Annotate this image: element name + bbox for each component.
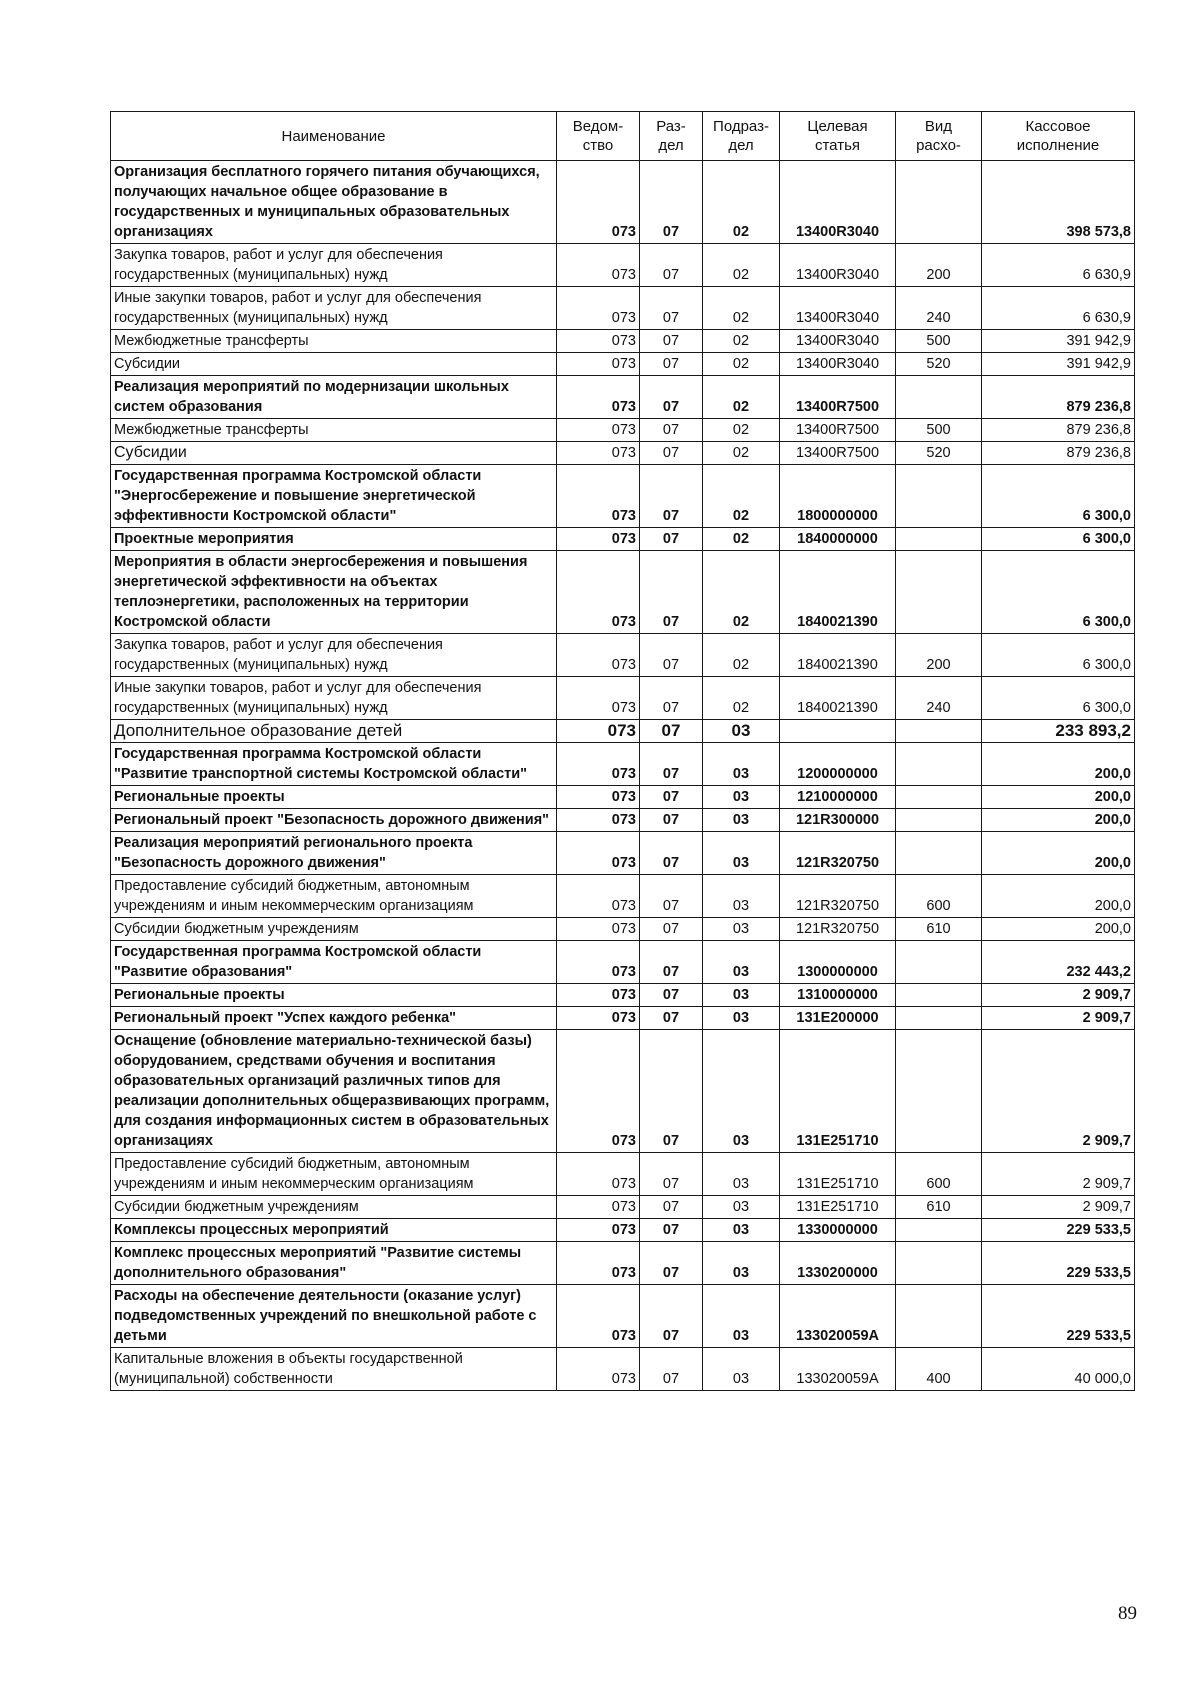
row-subsection-cell: 03 (703, 1348, 780, 1391)
table-row (111, 244, 1135, 287)
row-exp-type-cell: 610 (896, 918, 982, 941)
row-section-cell: 07 (640, 1348, 703, 1391)
row-target-cell: 121R300000 (780, 809, 896, 832)
row-section-cell: 07 (640, 786, 703, 809)
row-name-cell: Предоставление субсидий бюджетным, автономным учреждениям и иным некоммерческим организациям (111, 1153, 557, 1196)
row-subsection-cell: 02 (703, 161, 780, 244)
row-target-cell: 13400R3040 (780, 161, 896, 244)
row-exp-type-cell (896, 1030, 982, 1153)
row-amount-cell: 229 533,5 (982, 1219, 1135, 1242)
row-target-cell: 1300000000 (780, 941, 896, 984)
row-name-cell: Региональные проекты (111, 786, 557, 809)
row-dept-cell: 073 (557, 1196, 640, 1219)
row-name-cell: Государственная программа Костромской области "Энергосбережение и повышение энергетической эффективности Костромской области" (111, 465, 557, 528)
table-row (111, 161, 1135, 244)
row-dept-cell: 073 (557, 743, 640, 786)
row-exp-type-cell (896, 528, 982, 551)
table-row (111, 677, 1135, 720)
row-subsection-cell: 03 (703, 1030, 780, 1153)
row-name-cell: Комплексы процессных мероприятий (111, 1219, 557, 1242)
row-subsection-cell: 03 (703, 875, 780, 918)
row-exp-type-cell (896, 1007, 982, 1030)
row-amount-cell: 233 893,2 (982, 720, 1135, 743)
row-exp-type-cell (896, 832, 982, 875)
row-name-cell: Дополнительное образование детей (111, 720, 557, 743)
row-amount-cell: 391 942,9 (982, 330, 1135, 353)
row-subsection-cell: 03 (703, 1242, 780, 1285)
row-target-cell: 13400R3040 (780, 330, 896, 353)
row-target-cell: 121R320750 (780, 875, 896, 918)
header-amount: Кассовое исполнение (982, 112, 1135, 161)
row-subsection-cell: 03 (703, 743, 780, 786)
row-section-cell: 07 (640, 465, 703, 528)
row-amount-cell: 2 909,7 (982, 1153, 1135, 1196)
row-target-cell: 13400R7500 (780, 376, 896, 419)
row-subsection-cell: 02 (703, 330, 780, 353)
table-row (111, 442, 1135, 465)
table-row (111, 1242, 1135, 1285)
row-dept-cell: 073 (557, 465, 640, 528)
table-row (111, 1196, 1135, 1219)
row-exp-type-cell: 520 (896, 442, 982, 465)
row-amount-cell: 6 300,0 (982, 634, 1135, 677)
row-subsection-cell: 02 (703, 677, 780, 720)
row-subsection-cell: 03 (703, 809, 780, 832)
row-dept-cell: 073 (557, 984, 640, 1007)
row-target-cell: 133020059А (780, 1285, 896, 1348)
row-exp-type-cell (896, 941, 982, 984)
row-exp-type-cell: 520 (896, 353, 982, 376)
row-dept-cell: 073 (557, 1285, 640, 1348)
row-exp-type-cell (896, 1242, 982, 1285)
row-exp-type-cell: 610 (896, 1196, 982, 1219)
row-subsection-cell: 03 (703, 918, 780, 941)
budget-execution-table (110, 111, 1135, 1391)
row-target-cell: 13400R3040 (780, 244, 896, 287)
header-section: Раз- дел (640, 112, 703, 161)
row-amount-cell: 6 300,0 (982, 551, 1135, 634)
row-dept-cell: 073 (557, 875, 640, 918)
table-body (111, 161, 1135, 1391)
row-name-cell: Государственная программа Костромской области "Развитие образования" (111, 941, 557, 984)
row-section-cell: 07 (640, 1285, 703, 1348)
row-amount-cell: 200,0 (982, 809, 1135, 832)
row-dept-cell: 073 (557, 720, 640, 743)
row-exp-type-cell (896, 161, 982, 244)
row-target-cell: 13400R7500 (780, 442, 896, 465)
row-name-cell: Оснащение (обновление материально-технической базы) оборудованием, средствами обучения и воспитания образовательных организаций различных типов для реализации дополнительных общеразвивающих программ, для создания информационных систем в образовательных организациях (111, 1030, 557, 1153)
row-amount-cell: 200,0 (982, 875, 1135, 918)
row-dept-cell: 073 (557, 1007, 640, 1030)
table-header-row (111, 112, 1135, 161)
row-subsection-cell: 02 (703, 528, 780, 551)
row-section-cell: 07 (640, 941, 703, 984)
row-section-cell: 07 (640, 677, 703, 720)
row-name-cell: Субсидии (111, 353, 557, 376)
row-name-cell: Субсидии (111, 442, 557, 465)
row-dept-cell: 073 (557, 1242, 640, 1285)
table-row (111, 984, 1135, 1007)
row-section-cell: 07 (640, 1153, 703, 1196)
table-row (111, 743, 1135, 786)
row-section-cell: 07 (640, 353, 703, 376)
row-exp-type-cell (896, 984, 982, 1007)
row-dept-cell: 073 (557, 551, 640, 634)
row-dept-cell: 073 (557, 528, 640, 551)
row-name-cell: Предоставление субсидий бюджетным, автономным учреждениям и иным некоммерческим организациям (111, 875, 557, 918)
row-name-cell: Закупка товаров, работ и услуг для обеспечения государственных (муниципальных) нужд (111, 244, 557, 287)
row-amount-cell: 6 630,9 (982, 287, 1135, 330)
row-target-cell: 1310000000 (780, 984, 896, 1007)
row-dept-cell: 073 (557, 1030, 640, 1153)
row-subsection-cell: 02 (703, 353, 780, 376)
table-row (111, 1219, 1135, 1242)
row-section-cell: 07 (640, 161, 703, 244)
table-row (111, 1348, 1135, 1391)
row-section-cell: 07 (640, 743, 703, 786)
row-target-cell: 1200000000 (780, 743, 896, 786)
table-row (111, 465, 1135, 528)
row-section-cell: 07 (640, 528, 703, 551)
row-exp-type-cell: 500 (896, 330, 982, 353)
row-exp-type-cell (896, 743, 982, 786)
row-name-cell: Капитальные вложения в объекты государственной (муниципальной) собственности (111, 1348, 557, 1391)
row-target-cell: 133020059А (780, 1348, 896, 1391)
table-row (111, 634, 1135, 677)
row-dept-cell: 073 (557, 918, 640, 941)
row-target-cell (780, 720, 896, 743)
row-name-cell: Мероприятия в области энергосбережения и повышения энергетической эффективности на объектах теплоэнергетики, расположенных на территории Костромской области (111, 551, 557, 634)
row-name-cell: Региональные проекты (111, 984, 557, 1007)
row-subsection-cell: 02 (703, 551, 780, 634)
row-target-cell: 1330000000 (780, 1219, 896, 1242)
row-name-cell: Межбюджетные трансферты (111, 330, 557, 353)
row-dept-cell: 073 (557, 376, 640, 419)
row-name-cell: Расходы на обеспечение деятельности (оказание услуг) подведомственных учреждений по внешкольной работе с детьми (111, 1285, 557, 1348)
row-name-cell: Организация бесплатного горячего питания обучающихся, получающих начальное общее образование в государственных и муниципальных образовательных организациях (111, 161, 557, 244)
row-subsection-cell: 02 (703, 287, 780, 330)
table-row (111, 809, 1135, 832)
row-name-cell: Межбюджетные трансферты (111, 419, 557, 442)
row-target-cell: 1800000000 (780, 465, 896, 528)
row-dept-cell: 073 (557, 1153, 640, 1196)
row-dept-cell: 073 (557, 161, 640, 244)
row-exp-type-cell: 500 (896, 419, 982, 442)
row-amount-cell: 232 443,2 (982, 941, 1135, 984)
row-subsection-cell: 03 (703, 984, 780, 1007)
row-name-cell: Закупка товаров, работ и услуг для обеспечения государственных (муниципальных) нужд (111, 634, 557, 677)
row-subsection-cell: 03 (703, 832, 780, 875)
row-name-cell: Региональный проект "Безопасность дорожного движения" (111, 809, 557, 832)
header-target: Целевая статья (780, 112, 896, 161)
row-exp-type-cell (896, 1219, 982, 1242)
row-target-cell: 13400R7500 (780, 419, 896, 442)
row-section-cell: 07 (640, 1030, 703, 1153)
row-amount-cell: 6 630,9 (982, 244, 1135, 287)
row-section-cell: 07 (640, 1196, 703, 1219)
table-row (111, 918, 1135, 941)
row-exp-type-cell (896, 376, 982, 419)
table-row (111, 1285, 1135, 1348)
row-subsection-cell: 02 (703, 465, 780, 528)
page-number: 89 (1118, 1603, 1137, 1624)
row-name-cell: Субсидии бюджетным учреждениям (111, 918, 557, 941)
row-target-cell: 1840000000 (780, 528, 896, 551)
row-subsection-cell: 03 (703, 786, 780, 809)
row-exp-type-cell: 600 (896, 875, 982, 918)
row-amount-cell: 879 236,8 (982, 376, 1135, 419)
row-section-cell: 07 (640, 244, 703, 287)
table-row (111, 287, 1135, 330)
row-amount-cell: 6 300,0 (982, 465, 1135, 528)
row-exp-type-cell: 200 (896, 634, 982, 677)
row-exp-type-cell (896, 551, 982, 634)
row-section-cell: 07 (640, 551, 703, 634)
header-exp-type: Вид расхо- (896, 112, 982, 161)
row-amount-cell: 200,0 (982, 786, 1135, 809)
row-exp-type-cell: 600 (896, 1153, 982, 1196)
row-dept-cell: 073 (557, 244, 640, 287)
row-target-cell: 1840021390 (780, 677, 896, 720)
row-dept-cell: 073 (557, 634, 640, 677)
row-amount-cell: 6 300,0 (982, 677, 1135, 720)
row-section-cell: 07 (640, 984, 703, 1007)
row-section-cell: 07 (640, 419, 703, 442)
row-dept-cell: 073 (557, 442, 640, 465)
row-section-cell: 07 (640, 1219, 703, 1242)
row-target-cell: 121R320750 (780, 832, 896, 875)
row-section-cell: 07 (640, 918, 703, 941)
row-dept-cell: 073 (557, 330, 640, 353)
row-exp-type-cell: 200 (896, 244, 982, 287)
row-dept-cell: 073 (557, 1348, 640, 1391)
row-target-cell: 1330200000 (780, 1242, 896, 1285)
table-row (111, 832, 1135, 875)
row-name-cell: Комплекс процессных мероприятий "Развитие системы дополнительного образования" (111, 1242, 557, 1285)
table-row (111, 419, 1135, 442)
table-row (111, 353, 1135, 376)
row-section-cell: 07 (640, 832, 703, 875)
row-subsection-cell: 02 (703, 419, 780, 442)
row-name-cell: Иные закупки товаров, работ и услуг для обеспечения государственных (муниципальных) нужд (111, 287, 557, 330)
row-subsection-cell: 03 (703, 1285, 780, 1348)
row-target-cell: 131E251710 (780, 1153, 896, 1196)
row-name-cell: Государственная программа Костромской области "Развитие транспортной системы Костромской области" (111, 743, 557, 786)
row-section-cell: 07 (640, 1242, 703, 1285)
row-name-cell: Иные закупки товаров, работ и услуг для обеспечения государственных (муниципальных) нужд (111, 677, 557, 720)
table-row (111, 720, 1135, 743)
row-amount-cell: 2 909,7 (982, 984, 1135, 1007)
row-target-cell: 131E200000 (780, 1007, 896, 1030)
row-amount-cell: 200,0 (982, 918, 1135, 941)
row-exp-type-cell (896, 1285, 982, 1348)
row-dept-cell: 073 (557, 832, 640, 875)
table-row (111, 1030, 1135, 1153)
row-dept-cell: 073 (557, 677, 640, 720)
row-exp-type-cell (896, 720, 982, 743)
row-target-cell: 1210000000 (780, 786, 896, 809)
row-section-cell: 07 (640, 720, 703, 743)
row-amount-cell: 2 909,7 (982, 1196, 1135, 1219)
header-name: Наименование (111, 112, 557, 161)
row-target-cell: 1840021390 (780, 551, 896, 634)
row-amount-cell: 200,0 (982, 832, 1135, 875)
row-target-cell: 13400R3040 (780, 353, 896, 376)
row-target-cell: 131E251710 (780, 1030, 896, 1153)
row-name-cell: Проектные мероприятия (111, 528, 557, 551)
table-row (111, 941, 1135, 984)
table-row (111, 1007, 1135, 1030)
table-row (111, 1153, 1135, 1196)
row-amount-cell: 391 942,9 (982, 353, 1135, 376)
row-section-cell: 07 (640, 809, 703, 832)
row-subsection-cell: 02 (703, 376, 780, 419)
row-dept-cell: 073 (557, 809, 640, 832)
table-row (111, 528, 1135, 551)
table-row (111, 376, 1135, 419)
row-target-cell: 1840021390 (780, 634, 896, 677)
row-dept-cell: 073 (557, 353, 640, 376)
row-subsection-cell: 02 (703, 634, 780, 677)
row-name-cell: Реализация мероприятий регионального проекта "Безопасность дорожного движения" (111, 832, 557, 875)
row-subsection-cell: 03 (703, 941, 780, 984)
row-name-cell: Региональный проект "Успех каждого ребенка" (111, 1007, 557, 1030)
row-exp-type-cell: 240 (896, 287, 982, 330)
row-section-cell: 07 (640, 634, 703, 677)
row-amount-cell: 229 533,5 (982, 1285, 1135, 1348)
row-amount-cell: 879 236,8 (982, 419, 1135, 442)
row-dept-cell: 073 (557, 287, 640, 330)
row-section-cell: 07 (640, 875, 703, 918)
row-exp-type-cell: 400 (896, 1348, 982, 1391)
table-row (111, 330, 1135, 353)
table-row (111, 875, 1135, 918)
row-section-cell: 07 (640, 330, 703, 353)
row-section-cell: 07 (640, 376, 703, 419)
row-dept-cell: 073 (557, 419, 640, 442)
row-exp-type-cell (896, 809, 982, 832)
row-dept-cell: 073 (557, 786, 640, 809)
table-row (111, 551, 1135, 634)
row-target-cell: 131E251710 (780, 1196, 896, 1219)
row-subsection-cell: 03 (703, 1219, 780, 1242)
row-target-cell: 13400R3040 (780, 287, 896, 330)
row-subsection-cell: 03 (703, 1007, 780, 1030)
row-amount-cell: 879 236,8 (982, 442, 1135, 465)
row-name-cell: Субсидии бюджетным учреждениям (111, 1196, 557, 1219)
row-section-cell: 07 (640, 1007, 703, 1030)
row-dept-cell: 073 (557, 941, 640, 984)
row-subsection-cell: 03 (703, 1153, 780, 1196)
row-amount-cell: 6 300,0 (982, 528, 1135, 551)
header-subsection: Подраз- дел (703, 112, 780, 161)
row-exp-type-cell (896, 465, 982, 528)
row-exp-type-cell (896, 786, 982, 809)
row-amount-cell: 2 909,7 (982, 1030, 1135, 1153)
row-dept-cell: 073 (557, 1219, 640, 1242)
row-name-cell: Реализация мероприятий по модернизации школьных систем образования (111, 376, 557, 419)
row-exp-type-cell: 240 (896, 677, 982, 720)
row-amount-cell: 40 000,0 (982, 1348, 1135, 1391)
table-row (111, 786, 1135, 809)
row-target-cell: 121R320750 (780, 918, 896, 941)
row-subsection-cell: 02 (703, 244, 780, 287)
row-amount-cell: 229 533,5 (982, 1242, 1135, 1285)
row-amount-cell: 398 573,8 (982, 161, 1135, 244)
row-amount-cell: 200,0 (982, 743, 1135, 786)
row-amount-cell: 2 909,7 (982, 1007, 1135, 1030)
header-dept: Ведом- ство (557, 112, 640, 161)
row-section-cell: 07 (640, 287, 703, 330)
row-subsection-cell: 03 (703, 720, 780, 743)
row-section-cell: 07 (640, 442, 703, 465)
row-subsection-cell: 03 (703, 1196, 780, 1219)
row-subsection-cell: 02 (703, 442, 780, 465)
